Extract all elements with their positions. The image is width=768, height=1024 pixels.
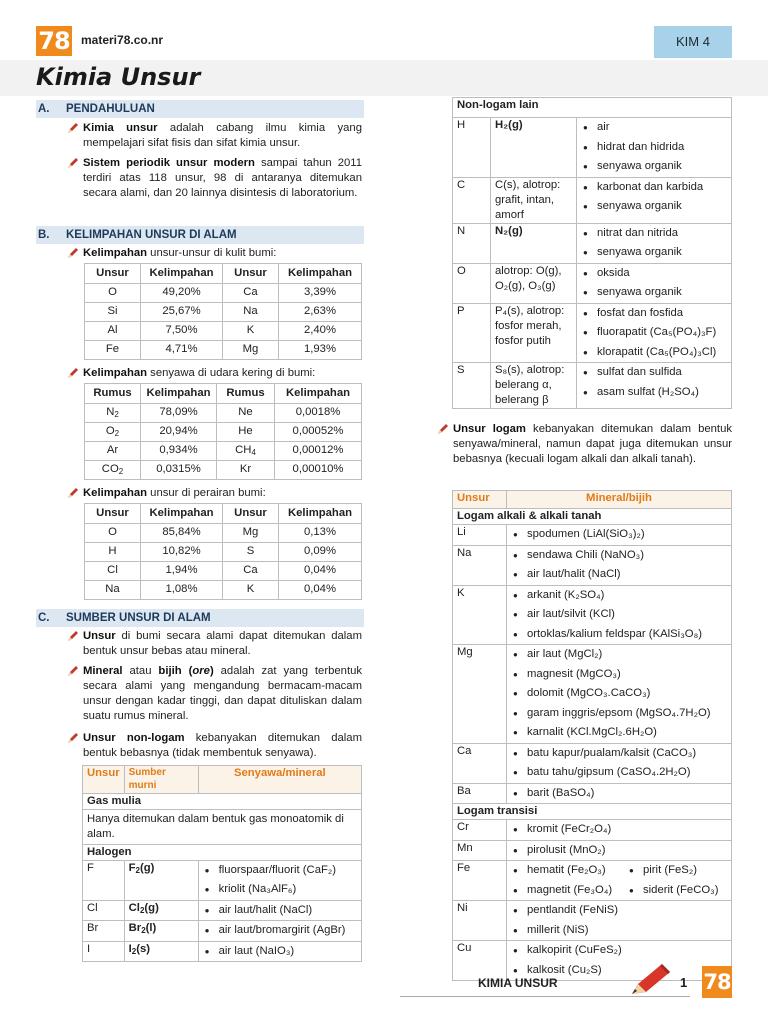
group-label: Logam transisi bbox=[453, 804, 732, 820]
table-row bbox=[453, 820, 732, 841]
cell bbox=[577, 223, 732, 263]
col-header: Mineral/bijih bbox=[507, 491, 732, 509]
pencil-icon bbox=[67, 122, 78, 133]
cell bbox=[198, 900, 361, 921]
cell bbox=[507, 820, 732, 841]
cell: 0,0018% bbox=[275, 404, 362, 423]
table-row bbox=[453, 525, 732, 546]
table-row bbox=[83, 809, 362, 844]
table-non-logam-lain bbox=[452, 97, 732, 409]
cell: 20,94% bbox=[141, 423, 217, 442]
col-header: Sumber murni bbox=[124, 766, 198, 794]
table-row bbox=[85, 442, 362, 461]
cell: F bbox=[83, 860, 125, 900]
table-row bbox=[453, 223, 732, 263]
list-item: ● karbonat dan karbida bbox=[581, 178, 727, 198]
page-number: 1 bbox=[680, 975, 688, 990]
page-title: Kimia Unsur bbox=[36, 63, 201, 91]
list-item: ● magnetit (Fe₃O₄) bbox=[511, 881, 627, 901]
list-item: ● sulfat dan sulfida bbox=[581, 363, 727, 383]
cell: 85,84% bbox=[141, 524, 223, 543]
cell: 0,0315% bbox=[141, 461, 217, 480]
cell: Ni bbox=[453, 901, 507, 941]
list-item: ● barit (BaSO₄) bbox=[511, 784, 727, 804]
list-item: ● klorapatit (Ca₅(PO₄)₃Cl) bbox=[581, 343, 727, 363]
list-item: ● air laut (MgCl₂) bbox=[511, 645, 727, 665]
pencil-icon bbox=[67, 247, 78, 258]
cell: Kr bbox=[217, 461, 275, 480]
table-header-row bbox=[85, 264, 362, 284]
col-header: Kelimpahan bbox=[141, 504, 223, 524]
cell: 25,67% bbox=[141, 303, 223, 322]
table-row bbox=[85, 284, 362, 303]
table-row bbox=[85, 404, 362, 423]
list-item: ● fluorapatit (Ca₅(PO₄)₃F) bbox=[581, 323, 727, 343]
pencil-icon bbox=[67, 665, 78, 676]
bullet-unsur: Unsur di bumi secara alami dapat ditemukan dalam bentuk unsur bebas atau mineral. bbox=[83, 629, 362, 659]
cell: Br bbox=[83, 921, 125, 942]
cell: Li bbox=[453, 525, 507, 546]
bullet-kelimpahan-perairan: Kelimpahan unsur di perairan bumi: bbox=[83, 486, 362, 501]
cell: Cl bbox=[83, 900, 125, 921]
table-row bbox=[453, 840, 732, 861]
list-item: ● kalkopirit (CuFeS₂) bbox=[511, 941, 727, 961]
table-kulit-bumi bbox=[84, 263, 362, 360]
cell: O bbox=[85, 524, 141, 543]
col-header: Unsur bbox=[223, 264, 279, 284]
cell: 1,94% bbox=[141, 562, 223, 581]
footer-logo: 78 bbox=[702, 966, 732, 998]
cell: Ne bbox=[217, 404, 275, 423]
cell bbox=[507, 783, 732, 804]
cell: Mg bbox=[223, 524, 279, 543]
list-item: ● sendawa Chili (NaNO₃) bbox=[511, 546, 727, 566]
cell bbox=[577, 177, 732, 223]
cell: $CH_4$ bbox=[217, 442, 275, 461]
cell bbox=[507, 743, 732, 783]
cell: 0,00012% bbox=[275, 442, 362, 461]
table-row bbox=[85, 524, 362, 543]
cell: 0,09% bbox=[279, 543, 362, 562]
cell bbox=[507, 840, 732, 861]
cell: C(s), alotrop: grafit, intan, amorf bbox=[491, 177, 577, 223]
list-item: ● air laut/halit (NaCl) bbox=[511, 565, 727, 585]
col-header: Rumus bbox=[217, 384, 275, 404]
cell: N bbox=[453, 223, 491, 263]
list-item: ● senyawa organik bbox=[581, 197, 727, 217]
cell: He bbox=[217, 423, 275, 442]
cell: P₄(s), alotrop: fosfor merah, fosfor putih bbox=[491, 303, 577, 363]
cell bbox=[577, 303, 732, 363]
table-header-row bbox=[453, 491, 732, 509]
list-item: ● hematit (Fe₂O₃) bbox=[511, 861, 627, 881]
table-row bbox=[85, 461, 362, 480]
bullet-unsur-non-logam: Unsur non-logam kebanyakan ditemukan dalam bentuk bebasnya (tidak membentuk senyawa). bbox=[83, 731, 362, 761]
pencil-icon bbox=[67, 157, 78, 168]
list-item: ● fluorspaar/fluorit (CaF₂) bbox=[203, 861, 357, 881]
cell: Ba bbox=[453, 783, 507, 804]
cell: Al bbox=[85, 322, 141, 341]
cell: 10,82% bbox=[141, 543, 223, 562]
cell: 7,50% bbox=[141, 322, 223, 341]
cell: $Br_2(l)$ bbox=[124, 921, 198, 942]
cell: 0,00010% bbox=[275, 461, 362, 480]
table-row bbox=[453, 783, 732, 804]
table-row bbox=[453, 645, 732, 744]
list-item: ● fosfat dan fosfida bbox=[581, 304, 727, 324]
section-heading-a: A. PENDAHULUAN bbox=[36, 100, 364, 118]
list-item: ● oksida bbox=[581, 264, 727, 284]
table-row bbox=[453, 177, 732, 223]
cell: S bbox=[223, 543, 279, 562]
cell bbox=[577, 363, 732, 409]
cell: 0,934% bbox=[141, 442, 217, 461]
group-label: Non-logam lain bbox=[453, 98, 732, 118]
col-header: Rumus bbox=[85, 384, 141, 404]
col-header: Unsur bbox=[85, 264, 141, 284]
group-label: Gas mulia bbox=[83, 793, 362, 809]
cell: 78,09% bbox=[141, 404, 217, 423]
pencil-icon bbox=[67, 630, 78, 641]
cell: Ca bbox=[453, 743, 507, 783]
bullet-mineral: Mineral atau bijih (ore) adalah zat yang terbentuk secara alami yang mengandung bermacam-macam unsur dengan kadar tinggi, dan dapat dituliskan dalam suatu rumus mineral. bbox=[83, 664, 362, 724]
cell: O bbox=[453, 263, 491, 303]
list-item: ● siderit (FeCO₃) bbox=[627, 881, 719, 901]
table-row bbox=[453, 861, 732, 901]
table-row bbox=[83, 921, 362, 942]
cell: H bbox=[453, 118, 491, 178]
cell: alotrop: O(g), O₂(g), O₃(g) bbox=[491, 263, 577, 303]
site-logo[interactable]: 78 bbox=[36, 26, 72, 56]
cell: H₂(g) bbox=[491, 118, 577, 178]
cell: Fe bbox=[85, 341, 141, 360]
cell: Na bbox=[223, 303, 279, 322]
col-header: Kelimpahan bbox=[141, 384, 217, 404]
col-header: Unsur bbox=[83, 766, 125, 794]
pencil-icon bbox=[67, 732, 78, 743]
cell: Mn bbox=[453, 840, 507, 861]
pencil-icon bbox=[437, 423, 448, 434]
bullet-kelimpahan-kulit-bumi: Kelimpahan unsur-unsur di kulit bumi: bbox=[83, 246, 362, 261]
col-header: Kelimpahan bbox=[141, 264, 223, 284]
group-row bbox=[83, 793, 362, 809]
table-row bbox=[85, 322, 362, 341]
col-header: Unsur bbox=[453, 491, 507, 509]
cell bbox=[507, 901, 732, 941]
site-url[interactable]: materi78.co.nr bbox=[81, 33, 164, 47]
group-row bbox=[453, 98, 732, 118]
list-item: ● batu tahu/gipsum (CaSO₄.2H₂O) bbox=[511, 763, 727, 783]
cell bbox=[507, 545, 732, 585]
cell: Fe bbox=[453, 861, 507, 901]
cell: 0,04% bbox=[279, 581, 362, 600]
cell bbox=[198, 941, 361, 962]
cell: Si bbox=[85, 303, 141, 322]
list-item: ● millerit (NiS) bbox=[511, 921, 727, 941]
table-header-row bbox=[85, 384, 362, 404]
list-item: ● spodumen (LiAl(SiO₃)₂) bbox=[511, 525, 727, 545]
list-item: ● magnesit (MgCO₃) bbox=[511, 665, 727, 685]
table-row bbox=[85, 303, 362, 322]
table-row bbox=[85, 581, 362, 600]
table-row bbox=[453, 585, 732, 645]
bullet-sistem-periodik: Sistem periodik unsur modern sampai tahun 2011 terdiri atas 118 unsur, 98 di antaranya ditemukan secara alami, dan 20 lainnya disintesis di laboratorium. bbox=[83, 156, 362, 201]
table-header-row bbox=[83, 766, 362, 794]
list-item: ● dolomit (MgCO₃.CaCO₃) bbox=[511, 684, 727, 704]
list-item: ● pirolusit (MnO₂) bbox=[511, 841, 727, 861]
table-row bbox=[453, 118, 732, 178]
table-header-row bbox=[85, 504, 362, 524]
cell: 3,39% bbox=[279, 284, 362, 303]
col-header: Kelimpahan bbox=[279, 504, 362, 524]
table-row bbox=[83, 900, 362, 921]
cell: S bbox=[453, 363, 491, 409]
footer-title: KIMIA UNSUR bbox=[478, 976, 558, 990]
cell: 0,13% bbox=[279, 524, 362, 543]
cell: $O_2$ bbox=[85, 423, 141, 442]
group-label: Logam alkali & alkali tanah bbox=[453, 509, 732, 525]
cell: $N_2$ bbox=[85, 404, 141, 423]
cell: O bbox=[85, 284, 141, 303]
table-row bbox=[453, 545, 732, 585]
group-row bbox=[83, 844, 362, 860]
list-item: ● batu kapur/pualam/kalsit (CaCO₃) bbox=[511, 744, 727, 764]
group-row bbox=[453, 509, 732, 525]
list-item: ● pirit (FeS₂) bbox=[627, 861, 719, 881]
cell: C bbox=[453, 177, 491, 223]
cell: 0,04% bbox=[279, 562, 362, 581]
list-item: ● kalkosit (Cu₂S) bbox=[511, 961, 727, 981]
cell: Mg bbox=[223, 341, 279, 360]
group-label: Halogen bbox=[83, 844, 362, 860]
list-item: ● nitrat dan nitrida bbox=[581, 224, 727, 244]
cell: S₈(s), alotrop: belerang α, belerang β bbox=[491, 363, 577, 409]
cell: $Cl_2(g)$ bbox=[124, 900, 198, 921]
list-item: ● air laut/silvit (KCl) bbox=[511, 605, 727, 625]
list-item: ● karnalit (KCl.MgCl₂.6H₂O) bbox=[511, 723, 727, 743]
cell: 1,08% bbox=[141, 581, 223, 600]
cell: $I_2(s)$ bbox=[124, 941, 198, 962]
table-mineral-logam bbox=[452, 490, 732, 981]
col-header: Senyawa/mineral bbox=[198, 766, 361, 794]
cell: I bbox=[83, 941, 125, 962]
table-row bbox=[85, 341, 362, 360]
table-row bbox=[453, 303, 732, 363]
pencil-icon bbox=[67, 487, 78, 498]
bullet-kimia-unsur: Kimia unsur adalah cabang ilmu kimia yang mempelajari sifat fisis dan sifat kimia unsur. bbox=[83, 121, 362, 151]
list-item: ● air laut (NaIO₃) bbox=[203, 942, 357, 962]
list-item: ● kromit (FeCr₂O₄) bbox=[511, 820, 727, 840]
cell: P bbox=[453, 303, 491, 363]
cell: 4,71% bbox=[141, 341, 223, 360]
cell: 0,00052% bbox=[275, 423, 362, 442]
list-item: ● senyawa organik bbox=[581, 283, 727, 303]
cell: N₂(g) bbox=[491, 223, 577, 263]
cell: Ca bbox=[223, 562, 279, 581]
list-item: ● senyawa organik bbox=[581, 157, 727, 177]
cell: Cr bbox=[453, 820, 507, 841]
group-row bbox=[453, 804, 732, 820]
cell: Na bbox=[85, 581, 141, 600]
table-row bbox=[453, 743, 732, 783]
cell: Na bbox=[453, 545, 507, 585]
cell: Cl bbox=[85, 562, 141, 581]
list-item: ● air laut/bromargirit (AgBr) bbox=[203, 921, 357, 941]
table-row bbox=[85, 423, 362, 442]
cell: 2,63% bbox=[279, 303, 362, 322]
table-row bbox=[453, 363, 732, 409]
table-row bbox=[453, 901, 732, 941]
list-item: ● pentlandit (FeNiS) bbox=[511, 901, 727, 921]
pencil-icon bbox=[628, 962, 672, 1003]
subject-tag: KIM 4 bbox=[654, 26, 732, 58]
list-item: ● garam inggris/epsom (MgSO₄.7H₂O) bbox=[511, 704, 727, 724]
cell: 1,93% bbox=[279, 341, 362, 360]
cell bbox=[507, 525, 732, 546]
cell: K bbox=[223, 581, 279, 600]
cell bbox=[507, 585, 732, 645]
cell: Ca bbox=[223, 284, 279, 303]
table-row bbox=[85, 543, 362, 562]
section-heading-c: C. SUMBER UNSUR DI ALAM bbox=[36, 609, 364, 627]
cell bbox=[577, 118, 732, 178]
table-non-logam-halogen bbox=[82, 765, 362, 962]
col-header: Kelimpahan bbox=[275, 384, 362, 404]
bullet-unsur-logam: Unsur logam kebanyakan ditemukan dalam bentuk senyawa/mineral, namun dapat juga ditemukan unsur bebasnya (kecuali logam alkali dan alkali tanah). bbox=[453, 422, 732, 467]
cell: K bbox=[223, 322, 279, 341]
cell: $CO_2$ bbox=[85, 461, 141, 480]
table-row bbox=[83, 941, 362, 962]
col-header: Unsur bbox=[223, 504, 279, 524]
cell bbox=[198, 921, 361, 942]
table-udara bbox=[84, 383, 362, 480]
table-row bbox=[85, 562, 362, 581]
list-item: ● asam sulfat (H₂SO₄) bbox=[581, 383, 727, 403]
cell: Cu bbox=[453, 941, 507, 981]
bullet-kelimpahan-udara: Kelimpahan senyawa di udara kering di bumi: bbox=[83, 366, 362, 381]
cell bbox=[198, 860, 361, 900]
table-perairan bbox=[84, 503, 362, 600]
cell: Hanya ditemukan dalam bentuk gas monoatomik di alam. bbox=[83, 809, 362, 844]
cell: 49,20% bbox=[141, 284, 223, 303]
table-row bbox=[83, 860, 362, 900]
cell bbox=[507, 645, 732, 744]
cell bbox=[507, 941, 732, 981]
cell bbox=[507, 861, 732, 901]
cell: Mg bbox=[453, 645, 507, 744]
list-item: ● senyawa organik bbox=[581, 243, 727, 263]
list-item: ● air laut/halit (NaCl) bbox=[203, 901, 357, 921]
col-header: Unsur bbox=[85, 504, 141, 524]
cell: H bbox=[85, 543, 141, 562]
col-header: Kelimpahan bbox=[279, 264, 362, 284]
cell: Ar bbox=[85, 442, 141, 461]
list-item: ● kriolit (Na₃AlF₆) bbox=[203, 880, 357, 900]
list-item: ● hidrat dan hidrida bbox=[581, 138, 727, 158]
list-item: ● ortoklas/kalium feldspar (KAlSi₃O₈) bbox=[511, 625, 727, 645]
list-item: ● arkanit (K₂SO₄) bbox=[511, 586, 727, 606]
table-row bbox=[453, 263, 732, 303]
cell: K bbox=[453, 585, 507, 645]
section-heading-b: B. KELIMPAHAN UNSUR DI ALAM bbox=[36, 226, 364, 244]
cell: $F_2(g)$ bbox=[124, 860, 198, 900]
pencil-icon bbox=[67, 367, 78, 378]
list-item: ● air bbox=[581, 118, 727, 138]
table-row bbox=[453, 941, 732, 981]
cell: 2,40% bbox=[279, 322, 362, 341]
cell bbox=[577, 263, 732, 303]
